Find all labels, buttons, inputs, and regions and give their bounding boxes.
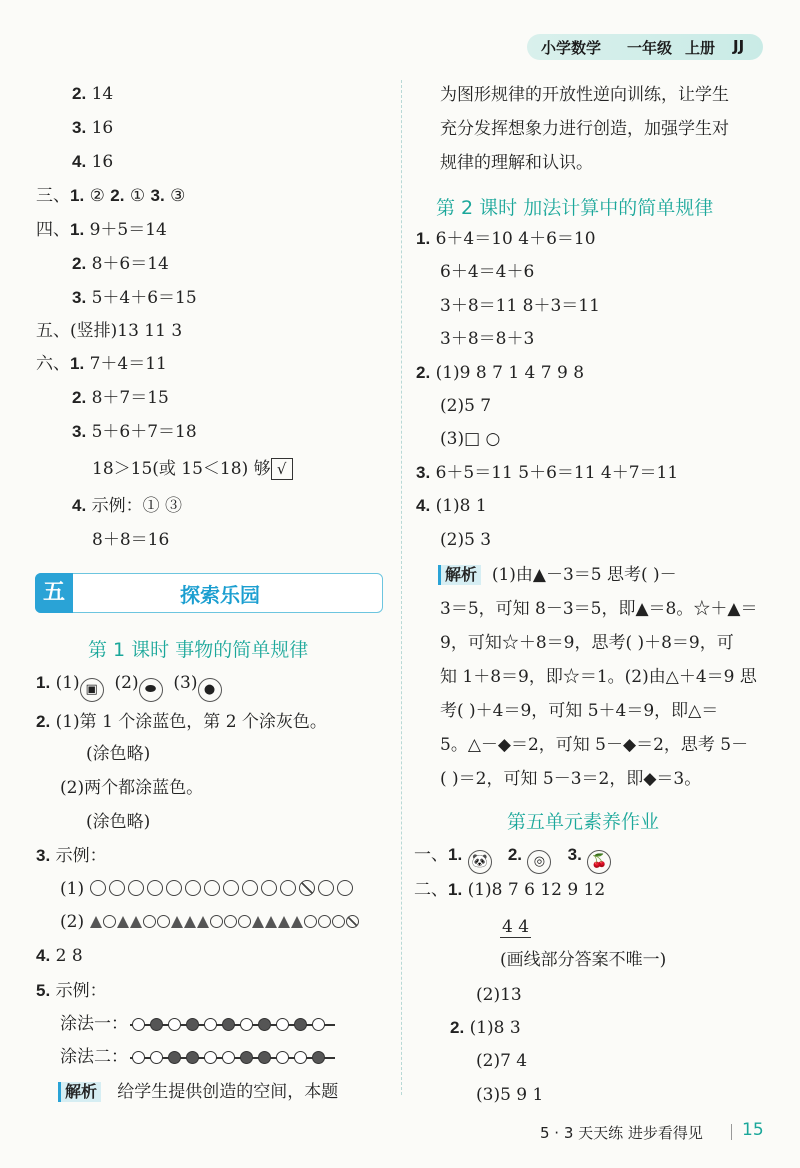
triangle-icon [184,916,196,928]
analysis-left: 解析 给学生提供创造的空间，本题 [58,1082,338,1102]
bead [222,1051,235,1064]
face-icon [128,880,144,896]
answer-line: 4. 示例：① ③ [72,496,182,516]
q4-line: 4. 2 8 [36,946,83,966]
bead [312,1051,325,1064]
bead [294,1018,307,1031]
bead [276,1018,289,1031]
face-icon [147,880,163,896]
face-icon [204,880,220,896]
hw2-line: (3)5 9 1 [476,1085,544,1105]
circle-icon [224,915,237,928]
method1-label: 涂法一： [60,1014,128,1034]
hw2-line: 二、1. (1)8 7 6 12 9 12 [414,880,606,900]
cherry-icon: 🍒 [587,850,611,874]
face-icon [242,880,258,896]
answer-line: 3. 16 [72,118,114,138]
bead [240,1051,253,1064]
column-divider [401,80,402,1095]
q3-shapes-row: (2) [60,912,360,932]
apple-icon: ● [198,678,222,702]
analysis-line: 9，可知☆＋8＝9，思考( )＋8＝9，可 [440,633,734,653]
answer-line: 3. 5＋4＋6＝15 [72,288,197,308]
q2-line: 2. (1)第 1 个涂蓝色，第 2 个涂灰色。 [36,712,327,732]
face-icon [280,880,296,896]
face-icon [109,880,125,896]
answer-line: 2. (1)9 8 7 1 4 7 9 8 [416,363,585,383]
bead [240,1018,253,1031]
unit-homework-title: 第五单元素养作业 [507,811,660,833]
bead [258,1018,271,1031]
analysis-line: 3＝5，可知 8－3＝5，即▲＝8。☆＋▲＝ [440,599,758,619]
hw1-line: 一、1. 🐼 2. ◎ 3. 🍒 [414,845,611,874]
answer-line: 18＞15(或 15＜18) 够 √ [92,458,293,480]
method2-label: 涂法二： [60,1047,128,1067]
circle-icon [332,915,345,928]
triangle-icon [130,916,142,928]
hw2-line: 4 4 [502,917,530,937]
bead [222,1018,235,1031]
answer-line: 8＋8＝16 [92,530,170,550]
q1-line: 1. (1) ▣ (2) ⬬ (3) ● [36,673,222,702]
answer-line: 六、1. 7＋4＝11 [36,354,167,374]
bead [258,1051,271,1064]
face-icon [166,880,182,896]
face-icon [337,880,353,896]
triangle-icon [291,916,303,928]
panda-icon: 🐼 [468,850,492,874]
circle-icon [304,915,317,928]
triangle-icon [265,916,277,928]
bead [204,1051,217,1064]
answer-line: 五、(竖排)13 11 3 [36,321,183,341]
triangle-icon [171,916,183,928]
bead [132,1051,145,1064]
answer-line: 3. 6＋5＝11 5＋6＝11 4＋7＝11 [416,463,679,483]
bead [276,1051,289,1064]
face-icon [90,880,106,896]
ellipse-icon: ⬬ [139,678,163,702]
triangle-icon [197,916,209,928]
q3-line: 3. 示例： [36,846,107,866]
circle-icon [143,915,156,928]
face-icon [261,880,277,896]
hw2-line: (2)13 [476,985,522,1005]
triangle-icon [117,916,129,928]
lesson1-title: 第 1 课时 事物的简单规律 [88,639,309,661]
header-tab [527,34,763,60]
unit-number: 五 [35,573,73,613]
answer-line: 4. (1)8 1 [416,496,487,516]
analysis-line: 5。△－◆＝2，可知 5－◆＝2，思考 5－ [440,735,749,755]
answer-line: 6＋4＝4＋6 [440,262,535,282]
bead [168,1051,181,1064]
answer-line: (3)□ ○ [440,429,501,449]
bead-string-2 [130,1057,335,1059]
crossed-face-icon [299,880,315,896]
triangle-icon [278,916,290,928]
q2-line: (2)两个都涂蓝色。 [60,778,204,798]
answer-line: 2. 14 [72,84,114,104]
bead [150,1051,163,1064]
bead [294,1051,307,1064]
lesson2-title: 第 2 课时 加法计算中的简单规律 [436,197,714,219]
target-icon: ◎ [527,850,551,874]
analysis-line: 知 1＋8＝9，即☆＝1。(2)由△＋4＝9 思 [440,667,757,687]
cont-line: 为图形规律的开放性逆向训练，让学生 [440,85,729,105]
bead [168,1018,181,1031]
q2-line: (涂色略) [86,812,151,832]
header-volume: 上册 [685,39,716,57]
crossed-circle-icon [346,915,359,928]
answer-line: 四、1. 9＋5＝14 [36,220,167,240]
q3-faces-row: (1) [60,879,356,899]
cube-icon: ▣ [80,678,104,702]
hw2-line: (画线部分答案不唯一) [500,950,667,970]
answer-line: 3. 5＋6＋7＝18 [72,422,197,442]
q2-line: (涂色略) [86,744,151,764]
check-box: √ [271,458,293,480]
bead [186,1018,199,1031]
triangle-icon [252,916,264,928]
analysis-line: 考( )＋4＝9，可知 5＋4＝9，即△＝ [440,701,719,721]
circle-icon [238,915,251,928]
analysis-label: 解析 [438,565,481,585]
answer-line: 2. 8＋7＝15 [72,388,169,408]
face-icon [223,880,239,896]
header-subject: 小学数学 [541,39,602,57]
circle-icon [157,915,170,928]
face-icon [318,880,334,896]
q5-line: 5. 示例： [36,981,107,1001]
answer-line: 1. 6＋4＝10 4＋6＝10 [416,229,596,249]
unit-title: 探索乐园 [180,583,260,607]
circle-icon [210,915,223,928]
answer-line: 4. 16 [72,152,114,172]
page-number: 15 [742,1120,764,1140]
answer-line: 3＋8＝11 8＋3＝11 [440,296,600,316]
circle-icon [318,915,331,928]
bead [132,1018,145,1031]
header-grade: 一年级 [627,39,673,57]
bead [150,1018,163,1031]
hw2-line: 2. (1)8 3 [450,1018,521,1038]
footer-slogan: 5 · 3 天天练 进步看得见 [540,1124,703,1142]
header-edition: JJ [733,37,745,55]
bead [312,1018,325,1031]
bead-string-1 [130,1024,335,1026]
answer-line: 3＋8＝8＋3 [440,329,535,349]
analysis-right: 解析 (1)由▲－3＝5 思考( )－ [438,565,677,585]
analysis-line: ( )＝2，可知 5－3＝2，即◆＝3。 [440,769,702,789]
bead [186,1051,199,1064]
cont-line: 充分发挥想象力进行创造，加强学生对 [440,119,729,139]
answer-line: 三、1. ② 2. ① 3. ③ [36,186,186,206]
footer-separator [731,1124,732,1140]
answer-line: 2. 8＋6＝14 [72,254,169,274]
answer-line: (2)5 3 [440,530,492,550]
circle-icon [103,915,116,928]
hw2-line: (2)7 4 [476,1051,528,1071]
analysis-label: 解析 [58,1082,101,1102]
triangle-icon [90,916,102,928]
bead [204,1018,217,1031]
answer-line: (2)5 7 [440,396,492,416]
face-icon [185,880,201,896]
cont-line: 规律的理解和认识。 [440,153,593,173]
